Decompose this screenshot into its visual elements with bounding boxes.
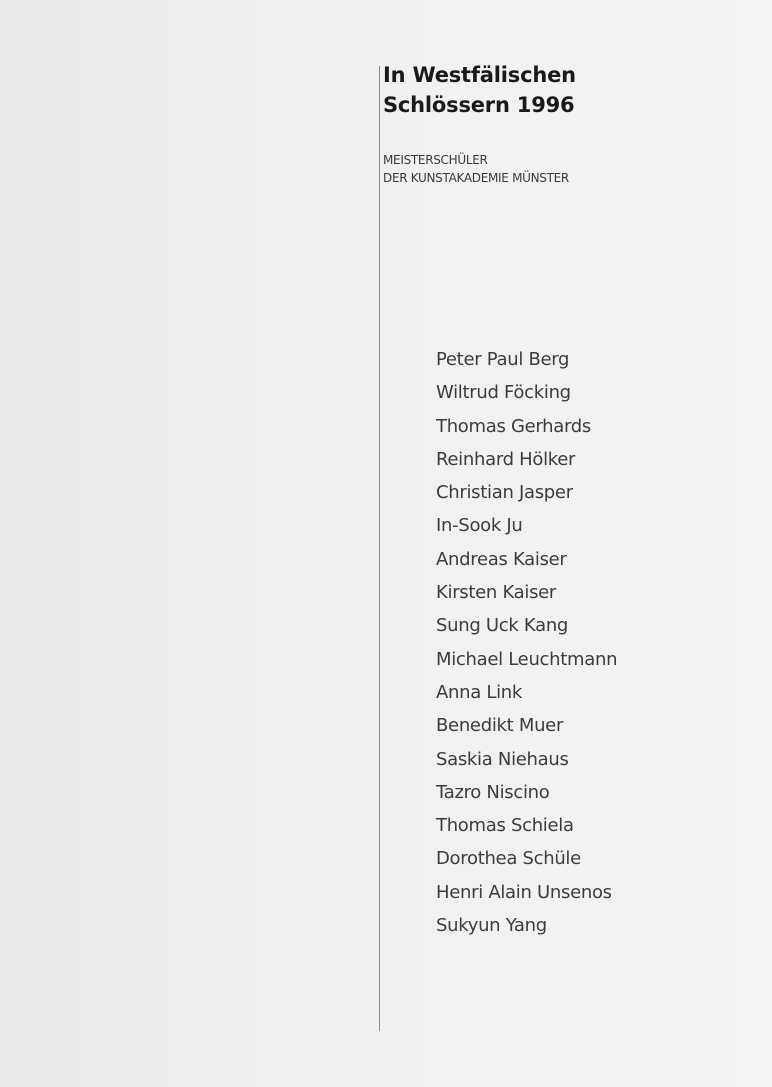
list-item: Thomas Schiela: [436, 815, 574, 837]
subtitle-line-2: DER KUNSTAKADEMIE MÜNSTER: [383, 171, 569, 185]
vertical-rule: [379, 66, 380, 1031]
list-item: Reinhard Hölker: [436, 448, 576, 470]
list-item: Thomas Gerhards: [436, 415, 592, 437]
list-item: Michael Leuchtmann: [436, 648, 618, 670]
list-item: Henri Alain Unsenos: [436, 881, 612, 903]
list-item: Anna Link: [436, 681, 523, 703]
list-item: Saskia Niehaus: [436, 748, 569, 770]
list-item: Tazro Niscino: [436, 781, 550, 803]
subtitle: [383, 151, 569, 187]
list-item: Peter Paul Berg: [436, 349, 570, 370]
list-item: Andreas Kaiser: [436, 548, 567, 570]
subtitle-line-1: MEISTERSCHÜLER: [383, 153, 488, 167]
list-item: Dorothea Schüle: [436, 848, 581, 870]
list-item: Christian Jasper: [436, 482, 573, 504]
artist-list: [436, 343, 617, 942]
list-item: Sukyun Yang: [436, 915, 547, 937]
title-line-2: Schlössern 1996: [383, 93, 575, 117]
title-line-1: In Westfälischen: [383, 63, 576, 87]
list-item: In-Sook Ju: [436, 515, 523, 537]
list-item: Wiltrud Föcking: [436, 382, 571, 404]
list-item: Kirsten Kaiser: [436, 582, 557, 604]
page-title: [383, 60, 576, 120]
list-item: Benedikt Muer: [436, 715, 564, 737]
list-item: Sung Uck Kang: [436, 615, 569, 637]
